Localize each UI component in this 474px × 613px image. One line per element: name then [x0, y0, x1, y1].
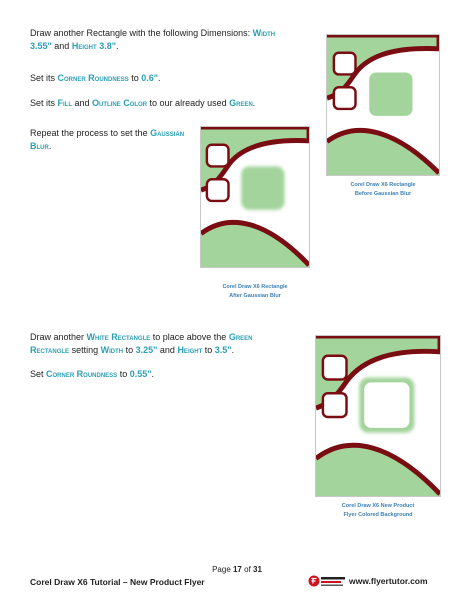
caption-line: After Gaussian Blur [229, 293, 281, 299]
small-box-2 [207, 179, 229, 201]
small-box-2 [334, 87, 356, 109]
caption-line: Corel Draw X6 New Product [341, 503, 415, 509]
caption-line: Corel Draw X6 Rectangle [222, 284, 288, 290]
text: and [51, 41, 72, 51]
text: . [48, 141, 52, 151]
text: and [72, 98, 93, 108]
text: to place above the [150, 332, 229, 342]
instruction-white-rectangle [30, 331, 290, 357]
small-box-2 [323, 393, 347, 417]
value: 3.5" [214, 345, 232, 355]
keyword: Width [100, 345, 124, 355]
keyword: Corner Roundness [57, 73, 129, 83]
text: and [157, 345, 178, 355]
text: to our already used [147, 98, 230, 108]
caption-after-blur [200, 283, 310, 301]
keyword: Height [177, 345, 203, 355]
page-current: 17 [232, 565, 242, 574]
flyer-illustration [316, 336, 440, 496]
instruction-fill-outline [30, 97, 255, 110]
figure-rectangle-after-blur [200, 126, 310, 268]
caption-before-blur [326, 181, 440, 199]
value: 3.8" [99, 41, 116, 51]
value: 0.55" [129, 369, 152, 379]
keyword: Width [252, 28, 276, 38]
small-box-1 [323, 356, 347, 380]
green-bottom-shape [327, 130, 439, 175]
instruction-rectangle-dimensions [30, 27, 295, 53]
small-box-1 [207, 145, 229, 167]
value: 0.6" [141, 73, 158, 83]
text: to [117, 369, 130, 379]
green-bottom-shape [316, 445, 440, 496]
text: to [123, 345, 136, 355]
text: Set [30, 369, 47, 379]
green-rectangle [369, 72, 412, 115]
keyword: Green [229, 98, 253, 108]
flyertutor-logo-icon [308, 574, 346, 588]
instruction-corner-roundness [30, 72, 161, 85]
keyword: Rectangle [30, 345, 70, 355]
figure-colored-background [315, 335, 441, 497]
footer-branding[interactable] [308, 574, 428, 588]
text: . [231, 345, 235, 355]
page-total: 31 [253, 565, 262, 574]
text: . [115, 41, 119, 51]
keyword: Gaussian Blur [30, 128, 185, 151]
footer-title: Corel Draw X6 Tutorial – New Product Flyer [30, 577, 205, 587]
keyword: Corner Roundness [46, 369, 118, 379]
text: Draw another [30, 332, 87, 342]
flyer-illustration [201, 127, 309, 267]
blurred-green-rectangle [241, 166, 284, 209]
text: to [128, 73, 142, 83]
text: . [158, 73, 161, 83]
keyword: White Rectangle [86, 332, 151, 342]
keyword: Green [228, 332, 253, 342]
page-label: Page [212, 565, 233, 574]
footer-url-link[interactable]: www.flyertutor.com [349, 576, 428, 586]
caption-line: Corel Draw X6 Rectangle [350, 182, 416, 188]
text: . [252, 98, 256, 108]
instruction-corner-roundness-2 [30, 368, 154, 381]
text: to [202, 345, 215, 355]
text: Set its [30, 73, 58, 83]
small-box-1 [334, 53, 356, 75]
white-rectangle [364, 382, 409, 427]
instruction-gaussian-blur [30, 127, 190, 153]
page-of: of [241, 565, 254, 574]
caption-line: Flyer Colored Background [343, 512, 413, 518]
caption-colored-background [315, 502, 441, 520]
keyword: Outline Color [92, 98, 148, 108]
keyword: Height [71, 41, 97, 51]
text: Draw another Rectangle with the following Dimensions: [30, 28, 253, 38]
text: Set its [30, 98, 58, 108]
text: Repeat the process to set the [30, 128, 151, 138]
flyer-illustration [327, 35, 439, 175]
green-bottom-shape [201, 222, 309, 267]
value: 3.55" [30, 41, 52, 51]
text: setting [69, 345, 101, 355]
text: . [151, 369, 155, 379]
value: 3.25" [135, 345, 158, 355]
keyword: Fill [57, 98, 73, 108]
caption-line: Before Gaussian Blur [354, 191, 412, 197]
page-number [0, 565, 474, 574]
figure-rectangle-before-blur [326, 34, 440, 176]
